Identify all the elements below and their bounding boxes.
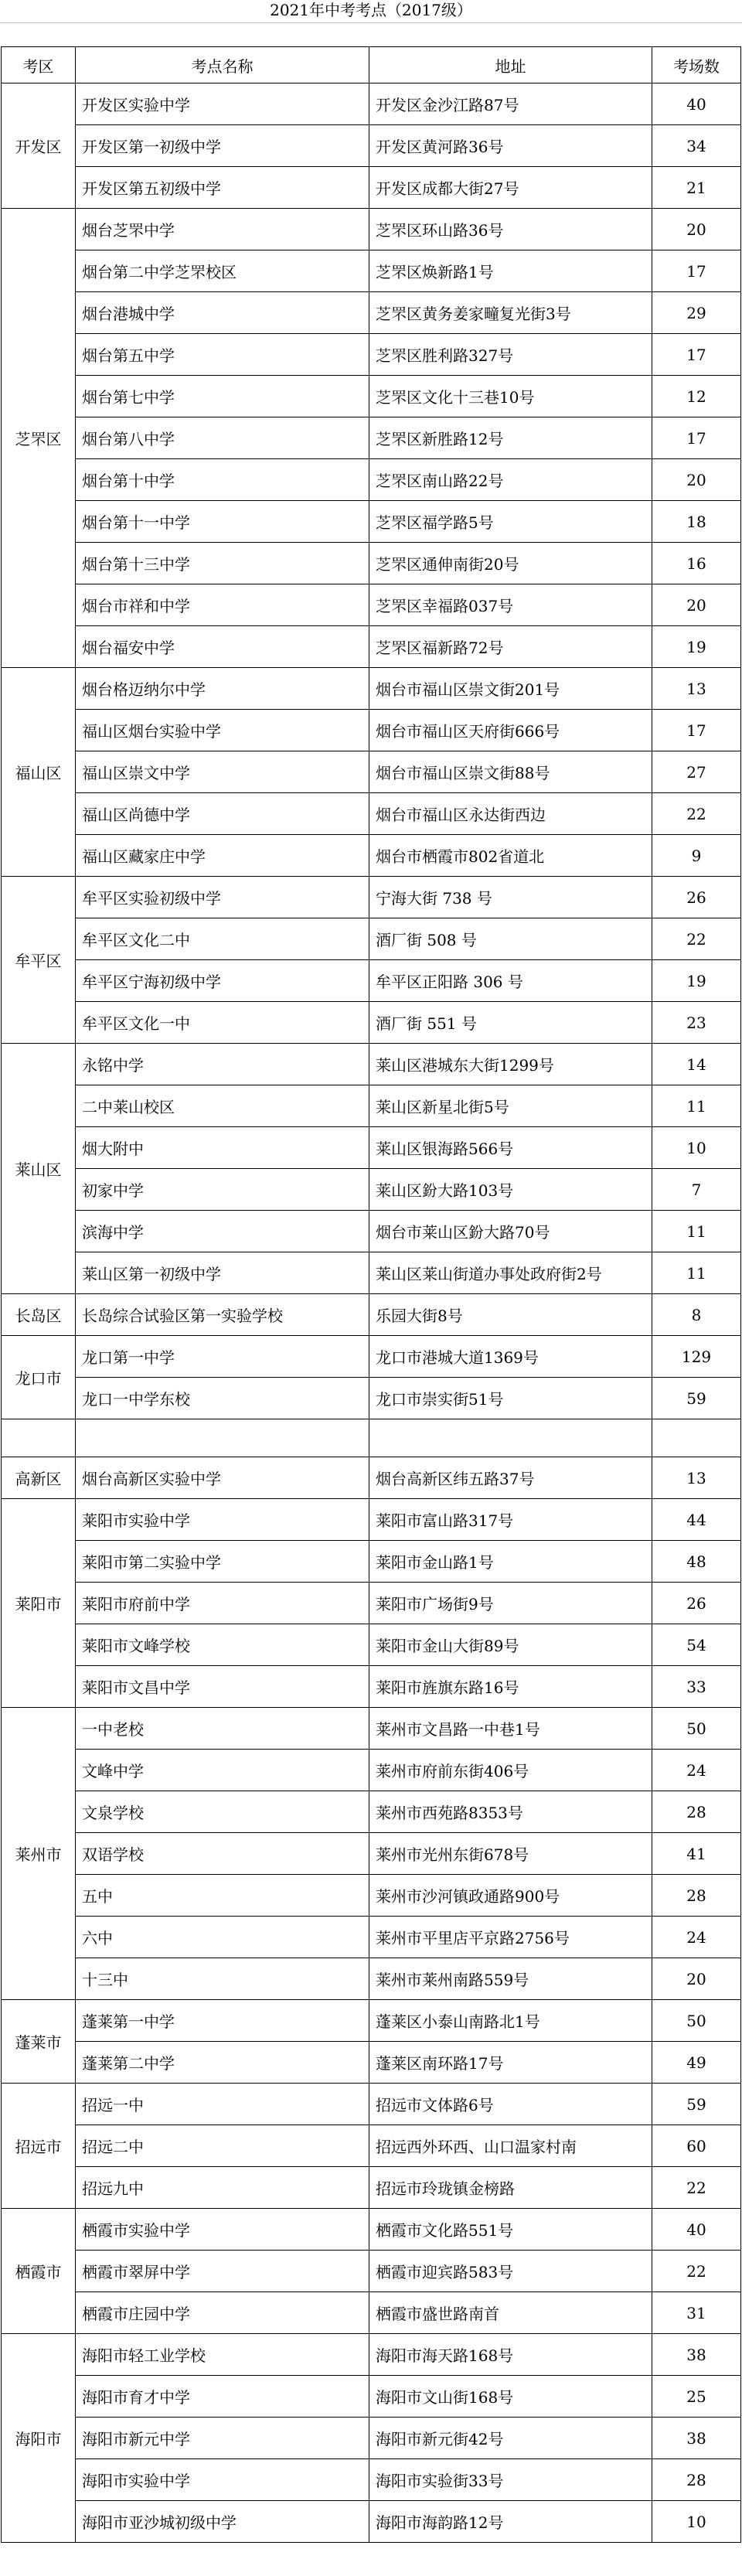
table-row: [2, 501, 741, 543]
room-count-cell: 14: [652, 1044, 741, 1085]
room-count-cell: 22: [652, 2167, 741, 2209]
school-name-cell: 福山区烟台实验中学: [76, 710, 369, 751]
school-name-cell: 烟台第十一中学: [76, 501, 369, 543]
room-count-cell: 20: [652, 1958, 741, 2000]
room-count-cell: 54: [652, 1624, 741, 1666]
table-row: [2, 751, 741, 793]
table-row: [2, 2042, 741, 2084]
district-cell: 莱州市: [2, 1708, 76, 2000]
address-cell: 宁海大街 738 号: [369, 877, 652, 918]
room-count-cell: 24: [652, 1917, 741, 1958]
school-name-cell: 五中: [76, 1875, 369, 1917]
table-row: [2, 1708, 741, 1750]
room-count-cell: 21: [652, 167, 741, 209]
room-count-cell: 7: [652, 1169, 741, 1211]
school-name-cell: 莱阳市文昌中学: [76, 1666, 369, 1708]
sheet-title: 2021年中考考点（2017级）: [270, 1, 472, 19]
school-name-cell: 招远一中: [76, 2084, 369, 2125]
school-name-cell: 烟台第二中学芝罘校区: [76, 250, 369, 292]
address-cell: 莱山区鈖大路103号: [369, 1169, 652, 1211]
table-row: [2, 1666, 741, 1708]
room-count-cell: 9: [652, 835, 741, 877]
address-cell: 芝罘区文化十三巷10号: [369, 376, 652, 417]
school-name-cell: 文峰中学: [76, 1750, 369, 1791]
address-cell: 莱州市光州东街678号: [369, 1833, 652, 1875]
room-count-cell: 129: [652, 1336, 741, 1378]
address-cell: 莱山区银海路566号: [369, 1127, 652, 1169]
table-row: [2, 1294, 741, 1336]
table-row: [2, 877, 741, 918]
district-cell: 海阳市: [2, 2334, 76, 2543]
address-cell: 烟台高新区纬五路37号: [369, 1457, 652, 1499]
table-row: [2, 1169, 741, 1211]
school-name-cell: 莱阳市府前中学: [76, 1583, 369, 1624]
table-row: [2, 2459, 741, 2501]
room-count-cell: 20: [652, 584, 741, 626]
table-row: [2, 2334, 741, 2376]
table-row: [2, 292, 741, 334]
table-row: [2, 83, 741, 125]
table-row: [2, 2000, 741, 2042]
room-count-cell: 50: [652, 1708, 741, 1750]
table-row: [2, 250, 741, 292]
address-cell: 海阳市实验街33号: [369, 2459, 652, 2501]
table-row: [2, 1127, 741, 1169]
address-cell: 烟台市福山区崇文街201号: [369, 668, 652, 710]
room-count-cell: 16: [652, 543, 741, 584]
table-row: [2, 1419, 741, 1457]
address-cell: 芝罘区南山路22号: [369, 459, 652, 501]
school-name-cell: 烟台第七中学: [76, 376, 369, 417]
school-name-cell: 蓬莱第一中学: [76, 2000, 369, 2042]
table-row: [2, 1958, 741, 2000]
address-cell: 栖霞市盛世路南首: [369, 2292, 652, 2334]
address-cell: 芝罘区胜利路327号: [369, 334, 652, 376]
school-name-cell: 烟大附中: [76, 1127, 369, 1169]
district-cell: 开发区: [2, 83, 76, 209]
table-row: [2, 2167, 741, 2209]
table-row: [2, 835, 741, 877]
school-name-cell: 海阳市育才中学: [76, 2376, 369, 2418]
table-row: [2, 376, 741, 417]
exam-sites-table: [1, 46, 741, 2543]
address-cell: 芝罘区通伸南街20号: [369, 543, 652, 584]
table-row: [2, 2418, 741, 2459]
room-count-cell: 59: [652, 1378, 741, 1419]
address-cell: 烟台市福山区永达街西边: [369, 793, 652, 835]
school-name-cell: 福山区崇文中学: [76, 751, 369, 793]
school-name-cell: 文泉学校: [76, 1791, 369, 1833]
room-count-cell: 17: [652, 250, 741, 292]
table-row: [2, 1499, 741, 1541]
school-name-cell: 招远二中: [76, 2125, 369, 2167]
room-count-cell: 59: [652, 2084, 741, 2125]
table-row: [2, 1044, 741, 1085]
school-name-cell: 烟台第八中学: [76, 417, 369, 459]
room-count-cell: 31: [652, 2292, 741, 2334]
room-count-cell: 34: [652, 125, 741, 167]
room-count-cell: 40: [652, 83, 741, 125]
room-count-cell: [652, 1419, 741, 1457]
address-cell: 乐园大街8号: [369, 1294, 652, 1336]
room-count-cell: 28: [652, 1791, 741, 1833]
school-name-cell: 龙口第一中学: [76, 1336, 369, 1378]
room-count-cell: 11: [652, 1252, 741, 1294]
district-cell: 栖霞市: [2, 2209, 76, 2334]
address-cell: 烟台市福山区崇文街88号: [369, 751, 652, 793]
school-name-cell: 十三中: [76, 1958, 369, 2000]
room-count-cell: 48: [652, 1541, 741, 1583]
room-count-cell: 25: [652, 2376, 741, 2418]
address-cell: 海阳市文山街168号: [369, 2376, 652, 2418]
room-count-cell: 33: [652, 1666, 741, 1708]
school-name-cell: 六中: [76, 1917, 369, 1958]
table-row: [2, 543, 741, 584]
room-count-cell: 50: [652, 2000, 741, 2042]
table-row: [2, 209, 741, 250]
address-cell: 莱山区港城东大街1299号: [369, 1044, 652, 1085]
address-cell: 莱山区新星北街5号: [369, 1085, 652, 1127]
room-count-cell: 20: [652, 459, 741, 501]
address-cell: 招远市玲珑镇金榜路: [369, 2167, 652, 2209]
address-cell: 莱州市文昌路一中巷1号: [369, 1708, 652, 1750]
address-cell: 酒厂街 551 号: [369, 1002, 652, 1044]
room-count-cell: 38: [652, 2334, 741, 2376]
school-name-cell: 牟平区文化二中: [76, 918, 369, 960]
school-name-cell: 海阳市实验中学: [76, 2459, 369, 2501]
school-name-cell: 海阳市轻工业学校: [76, 2334, 369, 2376]
room-count-cell: 17: [652, 417, 741, 459]
room-count-cell: 27: [652, 751, 741, 793]
school-name-cell: 烟台高新区实验中学: [76, 1457, 369, 1499]
school-name-cell: 开发区实验中学: [76, 83, 369, 125]
address-cell: 烟台市福山区天府街666号: [369, 710, 652, 751]
school-name-cell: 烟台第十三中学: [76, 543, 369, 584]
header-school: 考点名称: [76, 47, 369, 83]
address-cell: 海阳市新元街42号: [369, 2418, 652, 2459]
school-name-cell: 烟台港城中学: [76, 292, 369, 334]
school-name-cell: 烟台第十中学: [76, 459, 369, 501]
room-count-cell: 17: [652, 334, 741, 376]
school-name-cell: 二中莱山校区: [76, 1085, 369, 1127]
address-cell: 蓬莱区小泰山南路北1号: [369, 2000, 652, 2042]
address-cell: 蓬莱区南环路17号: [369, 2042, 652, 2084]
room-count-cell: 60: [652, 2125, 741, 2167]
school-name-cell: 莱阳市文峰学校: [76, 1624, 369, 1666]
table-row: [2, 1791, 741, 1833]
room-count-cell: 38: [652, 2418, 741, 2459]
address-cell: 莱阳市富山路317号: [369, 1499, 652, 1541]
school-name-cell: 栖霞市庄园中学: [76, 2292, 369, 2334]
table-row: [2, 2125, 741, 2167]
room-count-cell: 24: [652, 1750, 741, 1791]
address-cell: 烟台市莱山区鈖大路70号: [369, 1211, 652, 1252]
room-count-cell: 20: [652, 209, 741, 250]
school-name-cell: 长岛综合试验区第一实验学校: [76, 1294, 369, 1336]
school-name-cell: 招远九中: [76, 2167, 369, 2209]
room-count-cell: 29: [652, 292, 741, 334]
address-cell: 开发区金沙江路87号: [369, 83, 652, 125]
room-count-cell: 26: [652, 877, 741, 918]
room-count-cell: 8: [652, 1294, 741, 1336]
district-cell: 龙口市: [2, 1336, 76, 1419]
district-cell: [2, 1419, 76, 1457]
table-body: [2, 83, 741, 2543]
room-count-cell: 41: [652, 1833, 741, 1875]
table-row: [2, 1583, 741, 1624]
address-cell: 芝罘区新胜路12号: [369, 417, 652, 459]
address-cell: 芝罘区焕新路1号: [369, 250, 652, 292]
room-count-cell: 28: [652, 2459, 741, 2501]
table-row: [2, 2501, 741, 2543]
school-name-cell: 栖霞市翠屏中学: [76, 2251, 369, 2292]
address-cell: [369, 1419, 652, 1457]
table-row: [2, 1378, 741, 1419]
school-name-cell: 莱阳市实验中学: [76, 1499, 369, 1541]
table-row: [2, 1336, 741, 1378]
table-row: [2, 2209, 741, 2251]
table-row: [2, 2292, 741, 2334]
address-cell: 芝罘区福新路72号: [369, 626, 652, 668]
school-name-cell: 开发区第一初级中学: [76, 125, 369, 167]
room-count-cell: 28: [652, 1875, 741, 1917]
address-cell: 酒厂街 508 号: [369, 918, 652, 960]
district-cell: 莱山区: [2, 1044, 76, 1294]
table-row: [2, 1085, 741, 1127]
room-count-cell: 22: [652, 793, 741, 835]
table-row: [2, 2251, 741, 2292]
school-name-cell: 烟台市祥和中学: [76, 584, 369, 626]
district-cell: 牟平区: [2, 877, 76, 1044]
address-cell: 莱州市平里店平京路2756号: [369, 1917, 652, 1958]
room-count-cell: 19: [652, 960, 741, 1002]
school-name-cell: 初家中学: [76, 1169, 369, 1211]
address-cell: 海阳市海天路168号: [369, 2334, 652, 2376]
address-cell: 栖霞市迎宾路583号: [369, 2251, 652, 2292]
room-count-cell: 18: [652, 501, 741, 543]
address-cell: 莱州市西苑路8353号: [369, 1791, 652, 1833]
table-row: [2, 626, 741, 668]
room-count-cell: 11: [652, 1085, 741, 1127]
address-cell: 招远西外环西、山口温家村南: [369, 2125, 652, 2167]
room-count-cell: 13: [652, 1457, 741, 1499]
header-row: [2, 47, 741, 83]
school-name-cell: 牟平区宁海初级中学: [76, 960, 369, 1002]
table-row: [2, 793, 741, 835]
room-count-cell: 17: [652, 710, 741, 751]
address-cell: 烟台市栖霞市802省道北: [369, 835, 652, 877]
room-count-cell: 44: [652, 1499, 741, 1541]
room-count-cell: 22: [652, 2251, 741, 2292]
address-cell: 开发区成都大街27号: [369, 167, 652, 209]
address-cell: 莱州市莱州南路559号: [369, 1958, 652, 2000]
school-name-cell: 烟台芝罘中学: [76, 209, 369, 250]
header-room-count: 考场数: [652, 47, 741, 83]
table-row: [2, 1252, 741, 1294]
room-count-cell: 40: [652, 2209, 741, 2251]
table-row: [2, 1211, 741, 1252]
school-name-cell: [76, 1419, 369, 1457]
district-cell: 芝罘区: [2, 209, 76, 668]
table-row: [2, 167, 741, 209]
school-name-cell: 牟平区文化一中: [76, 1002, 369, 1044]
table-row: [2, 334, 741, 376]
table-row: [2, 2084, 741, 2125]
address-cell: 芝罘区黄务姜家疃复光街3号: [369, 292, 652, 334]
table-row: [2, 1875, 741, 1917]
school-name-cell: 龙口一中学东校: [76, 1378, 369, 1419]
school-name-cell: 开发区第五初级中学: [76, 167, 369, 209]
address-cell: 开发区黄河路36号: [369, 125, 652, 167]
address-cell: 芝罘区幸福路037号: [369, 584, 652, 626]
room-count-cell: 10: [652, 2501, 741, 2543]
table-row: [2, 1541, 741, 1583]
table-row: [2, 960, 741, 1002]
room-count-cell: 13: [652, 668, 741, 710]
room-count-cell: 49: [652, 2042, 741, 2084]
address-cell: 莱州市府前东街406号: [369, 1750, 652, 1791]
district-cell: 高新区: [2, 1457, 76, 1499]
address-cell: 龙口市港城大道1369号: [369, 1336, 652, 1378]
address-cell: 栖霞市文化路551号: [369, 2209, 652, 2251]
school-name-cell: 莱阳市第二实验中学: [76, 1541, 369, 1583]
address-cell: 龙口市崇实街51号: [369, 1378, 652, 1419]
school-name-cell: 烟台福安中学: [76, 626, 369, 668]
room-count-cell: 23: [652, 1002, 741, 1044]
table-row: [2, 1750, 741, 1791]
district-cell: 招远市: [2, 2084, 76, 2209]
address-cell: 招远市文体路6号: [369, 2084, 652, 2125]
school-name-cell: 海阳市亚沙城初级中学: [76, 2501, 369, 2543]
school-name-cell: 滨海中学: [76, 1211, 369, 1252]
address-cell: 莱州市沙河镇政通路900号: [369, 1875, 652, 1917]
school-name-cell: 双语学校: [76, 1833, 369, 1875]
table-row: [2, 417, 741, 459]
table-row: [2, 1624, 741, 1666]
address-cell: 莱阳市金山大街89号: [369, 1624, 652, 1666]
header-address: 地址: [369, 47, 652, 83]
room-count-cell: 10: [652, 1127, 741, 1169]
table-row: [2, 1002, 741, 1044]
school-name-cell: 一中老校: [76, 1708, 369, 1750]
school-name-cell: 烟台第五中学: [76, 334, 369, 376]
district-cell: 莱阳市: [2, 1499, 76, 1708]
address-cell: 牟平区正阳路 306 号: [369, 960, 652, 1002]
room-count-cell: 26: [652, 1583, 741, 1624]
room-count-cell: 11: [652, 1211, 741, 1252]
table-row: [2, 125, 741, 167]
address-cell: 莱阳市旌旗东路16号: [369, 1666, 652, 1708]
table-row: [2, 1457, 741, 1499]
school-name-cell: 牟平区实验初级中学: [76, 877, 369, 918]
district-cell: 蓬莱市: [2, 2000, 76, 2084]
table-row: [2, 584, 741, 626]
table-row: [2, 2376, 741, 2418]
district-cell: 福山区: [2, 668, 76, 877]
school-name-cell: 永铭中学: [76, 1044, 369, 1085]
school-name-cell: 蓬莱第二中学: [76, 2042, 369, 2084]
school-name-cell: 莱山区第一初级中学: [76, 1252, 369, 1294]
room-count-cell: 12: [652, 376, 741, 417]
school-name-cell: 栖霞市实验中学: [76, 2209, 369, 2251]
room-count-cell: 19: [652, 626, 741, 668]
district-cell: 长岛区: [2, 1294, 76, 1336]
address-cell: 莱阳市广场街9号: [369, 1583, 652, 1624]
table-row: [2, 1833, 741, 1875]
table-row: [2, 1917, 741, 1958]
room-count-cell: 22: [652, 918, 741, 960]
table-row: [2, 710, 741, 751]
school-name-cell: 福山区藏家庄中学: [76, 835, 369, 877]
header-district: 考区: [2, 47, 76, 83]
school-name-cell: 烟台格迈纳尔中学: [76, 668, 369, 710]
address-cell: 芝罘区福学路5号: [369, 501, 652, 543]
table-row: [2, 668, 741, 710]
address-cell: 莱阳市金山路1号: [369, 1541, 652, 1583]
address-cell: 海阳市海韵路12号: [369, 2501, 652, 2543]
table-row: [2, 459, 741, 501]
school-name-cell: 海阳市新元中学: [76, 2418, 369, 2459]
school-name-cell: 福山区尚德中学: [76, 793, 369, 835]
table-row: [2, 918, 741, 960]
address-cell: 芝罘区环山路36号: [369, 209, 652, 250]
title-divider: [0, 22, 742, 23]
address-cell: 莱山区莱山街道办事处政府街2号: [369, 1252, 652, 1294]
